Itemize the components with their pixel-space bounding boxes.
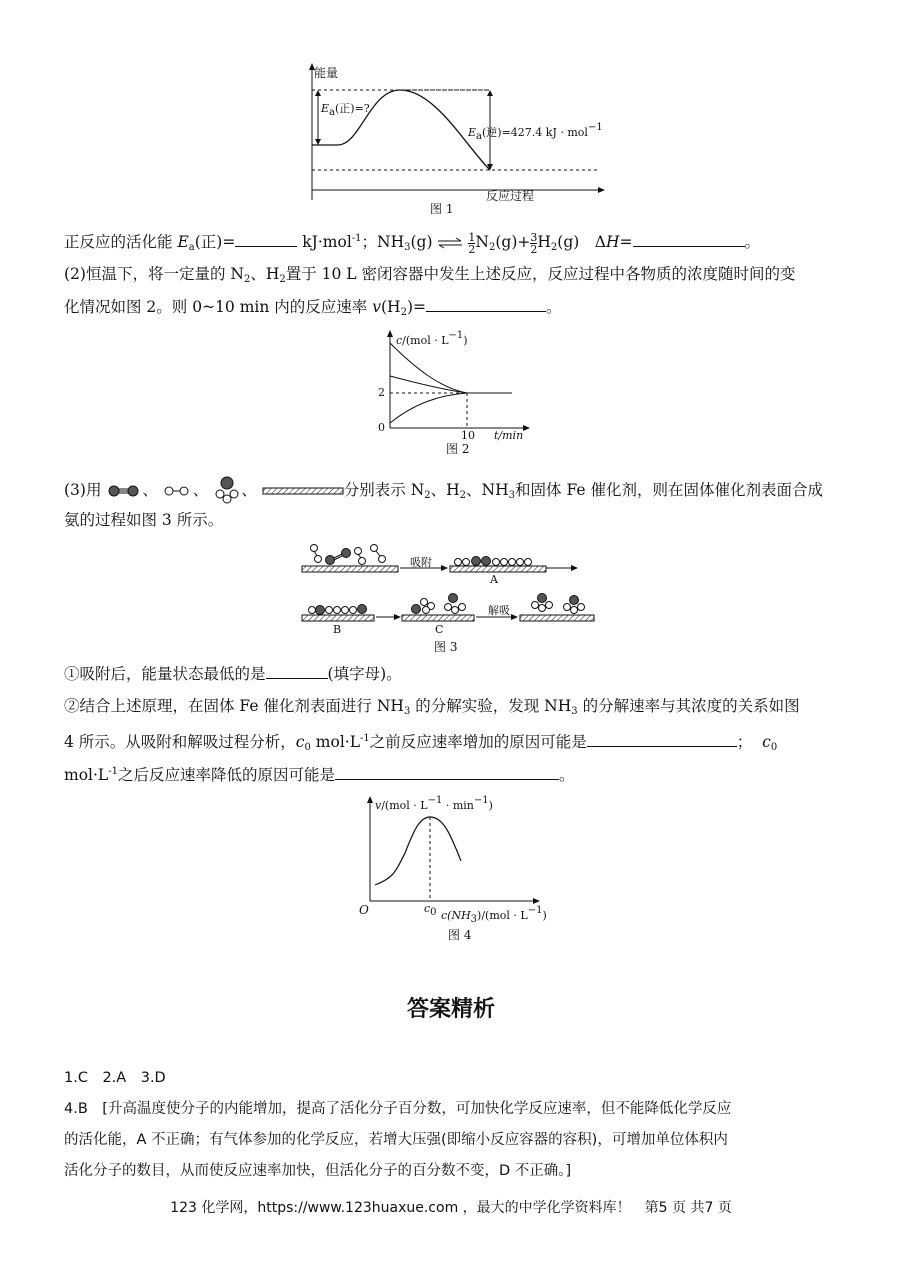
fig1-ea-reverse-label: $E_a$(逆)=427.4 kJ · mol$^{-1}$ bbox=[468, 122, 603, 142]
fig1-caption: 图 1 bbox=[430, 202, 454, 216]
nh3-molecule-icon bbox=[213, 476, 241, 506]
question-3-line-1: (3)用 、 、 、 分别表示 $N_2$、$H_2$、$NH_3$和固体 Fe 催化剂，则在固体催化剂表面合成 bbox=[64, 476, 823, 506]
question-4-line-1: ①吸附后，能量状态最低的是 (填字母)。 bbox=[64, 665, 402, 683]
figure-4 bbox=[355, 793, 555, 948]
fig3-label-c: C bbox=[435, 623, 444, 636]
fig2-x-axis-label: t/min bbox=[494, 429, 524, 442]
fig4-y-axis-label: $v/(mol \cdot L^{-1} \cdot \min^{-1})$ bbox=[375, 795, 493, 812]
question-2-line-1: (2)恒温下，将一定量的 $N_2$、$H_2$置于 10 L 密闭容器中发生上述反应，反应过程中各物质的浓度随时间的变 bbox=[64, 265, 796, 285]
fig1-y-axis-label: 能量 bbox=[314, 66, 339, 80]
fig1-x-axis-label: 反应过程 bbox=[486, 189, 535, 203]
question-4-line-3: 4 所示。从吸附和解吸过程分析，$c_0$ $mol\cdot L^{-1}$之前反应速率增加的原因可能是 ； $c_0$ bbox=[64, 733, 778, 753]
answer-blank-dh[interactable] bbox=[633, 231, 745, 247]
fig3-desorb-label: 解吸 bbox=[488, 604, 510, 617]
answer-line-3: 的活化能，A 不正确；有气体参加的化学反应，若增大压强(即缩小反应容器的容积)，可增加单位体积内 bbox=[64, 1132, 728, 1148]
figure-3-svg bbox=[298, 540, 598, 640]
question-1-line: 正反应的活化能 $E_a$(正)= kJ·mol$^{-1}$；$NH_3(g)$ $\frac{1}{2}$ $N_2(g)+$ $\frac{3}{2}$ $H_2(g)$ ΔH= 。 bbox=[64, 230, 761, 256]
fraction-1: $\frac{1}{2}$ bbox=[468, 230, 476, 256]
fig4-tick-c0: $c_0$ bbox=[424, 902, 437, 918]
page-footer: 123 化学网，https://www.123huaxue.com ，最大的中学化学资料库！ 第5 页 共7 页 bbox=[170, 1200, 732, 1216]
fig3-adsorb-label: 吸附 bbox=[410, 556, 432, 569]
fig2-caption: 图 2 bbox=[446, 442, 470, 456]
figure-1 bbox=[300, 60, 620, 220]
answer-blank-lowest[interactable] bbox=[266, 663, 328, 679]
answer-line-4: 活化分子的数目，从而使反应速率加快，但活化分子的百分数不变，D 不正确。] bbox=[64, 1163, 572, 1179]
fig2-origin: 0 bbox=[378, 421, 385, 434]
answer-blank-rate[interactable] bbox=[426, 296, 546, 312]
equilibrium-arrow-icon bbox=[437, 237, 463, 249]
answer-line-2: 4.B [升高温度使分子的内能增加，提高了活化分子百分数，可加快化学反应速率，但不能降低化学反应 bbox=[64, 1101, 732, 1117]
fig4-origin: O bbox=[359, 903, 369, 917]
fig2-y-axis-label: $c/(mol \cdot L^{-1})$ bbox=[396, 330, 468, 347]
answer-blank-ea[interactable] bbox=[235, 231, 297, 247]
question-3-line-2: 氨的过程如图 3 所示。 bbox=[64, 511, 224, 529]
figure-2 bbox=[370, 328, 540, 458]
answer-blank-decrease-reason[interactable] bbox=[335, 764, 559, 780]
fraction-2: $\frac{3}{2}$ bbox=[530, 230, 538, 256]
h2-molecule-icon bbox=[163, 484, 193, 498]
fig3-label-a: A bbox=[490, 573, 498, 586]
fig4-x-axis-label: $c(NH_3)/(mol \cdot L^{-1})$ bbox=[441, 905, 547, 925]
fe-catalyst-icon bbox=[262, 486, 344, 496]
fig4-caption: 图 4 bbox=[448, 928, 472, 942]
fig2-tick-y: 2 bbox=[378, 386, 385, 399]
fig3-label-b: B bbox=[333, 623, 342, 636]
answer-line-1: 1.C 2.A 3.D bbox=[64, 1070, 166, 1086]
answer-blank-increase-reason[interactable] bbox=[587, 731, 737, 747]
answer-section-title: 答案精析 bbox=[406, 996, 495, 1022]
question-4-line-4: $mol\cdot L^{-1}$之后反应速率降低的原因可能是 。 bbox=[64, 766, 575, 784]
question-4-line-2: ②结合上述原理，在固体 Fe 催化剂表面进行 $NH_3$ 的分解实验，发现 $NH_3$ 的分解速率与其浓度的关系如图 bbox=[64, 697, 800, 717]
fig1-ea-forward-label: $E_a$(正)=? bbox=[321, 102, 370, 118]
fig3-caption: 图 3 bbox=[434, 640, 458, 654]
figure-3 bbox=[298, 540, 598, 655]
question-2-line-2: 化情况如图 2。则 0~10 min 内的反应速率 $v(H_2)=$ 。 bbox=[64, 298, 562, 318]
n2-molecule-icon bbox=[106, 484, 142, 498]
fig2-tick-x: 10 bbox=[461, 429, 475, 442]
